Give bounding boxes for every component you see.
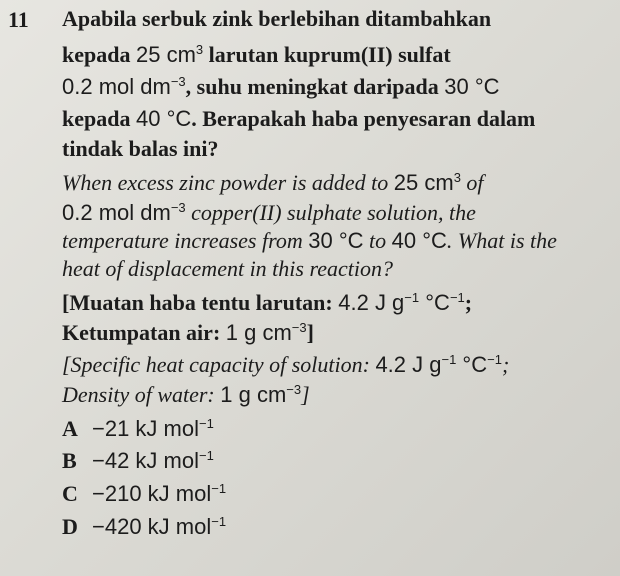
option-value: −21 kJ mol [92,416,199,441]
english-line-2: 0.2 mol $dm^{-3}$ copper(II) sulphate solution, the [62,200,476,225]
malay-note-line-1: [Muatan haba tentu larutan: 4.2 J $g^{-1}$ $^\circ C^{-1}$; [62,290,473,315]
option-c[interactable]: C −210 kJ mol$^{-1}$ [62,481,227,506]
english-line-1: When excess zinc powder is added to 25 $cm^3$ of [62,170,484,195]
question-number: 11 [8,7,29,32]
malay-line-5: tindak balas ini? [62,136,219,161]
english-line-3: temperature increases from 30 °C to 40 °C. What is the [62,228,557,253]
malay-line-4: kepada 40 °C. Berapakah haba penyesaran dalam [62,106,536,131]
malay-line-1: Apabila serbuk zink berlebihan ditambahkan [62,6,492,31]
option-letter: B [62,448,77,473]
malay-line-2: kepada 25 $cm^3$ larutan kuprum(II) sulfat [62,42,451,67]
option-letter: D [62,514,78,539]
malay-line-3: 0.2 mol $dm^{-3}$, suhu meningkat daripada 30 °C [62,74,500,99]
english-line-4: heat of displacement in this reaction? [62,256,393,281]
option-value: −210 kJ mol [92,481,212,506]
option-letter: A [62,416,78,441]
option-b[interactable]: B −42 kJ mol$^{-1}$ [62,448,214,473]
malay-note-line-2: Ketumpatan air: 1 g $cm^{-3}$] [62,320,314,345]
option-value: −420 kJ mol [92,514,212,539]
option-letter: C [62,481,78,506]
english-note-line-1: [Specific heat capacity of solution: 4.2 J $g^{-1}$ $^\circ C^{-1}$; [62,352,510,377]
option-d[interactable]: D −420 kJ mol$^{-1}$ [62,514,227,539]
option-a[interactable]: A −21 kJ mol$^{-1}$ [62,416,214,441]
english-note-line-2: Density of water: 1 g $cm^{-3}$] [62,382,310,407]
option-value: −42 kJ mol [92,448,199,473]
